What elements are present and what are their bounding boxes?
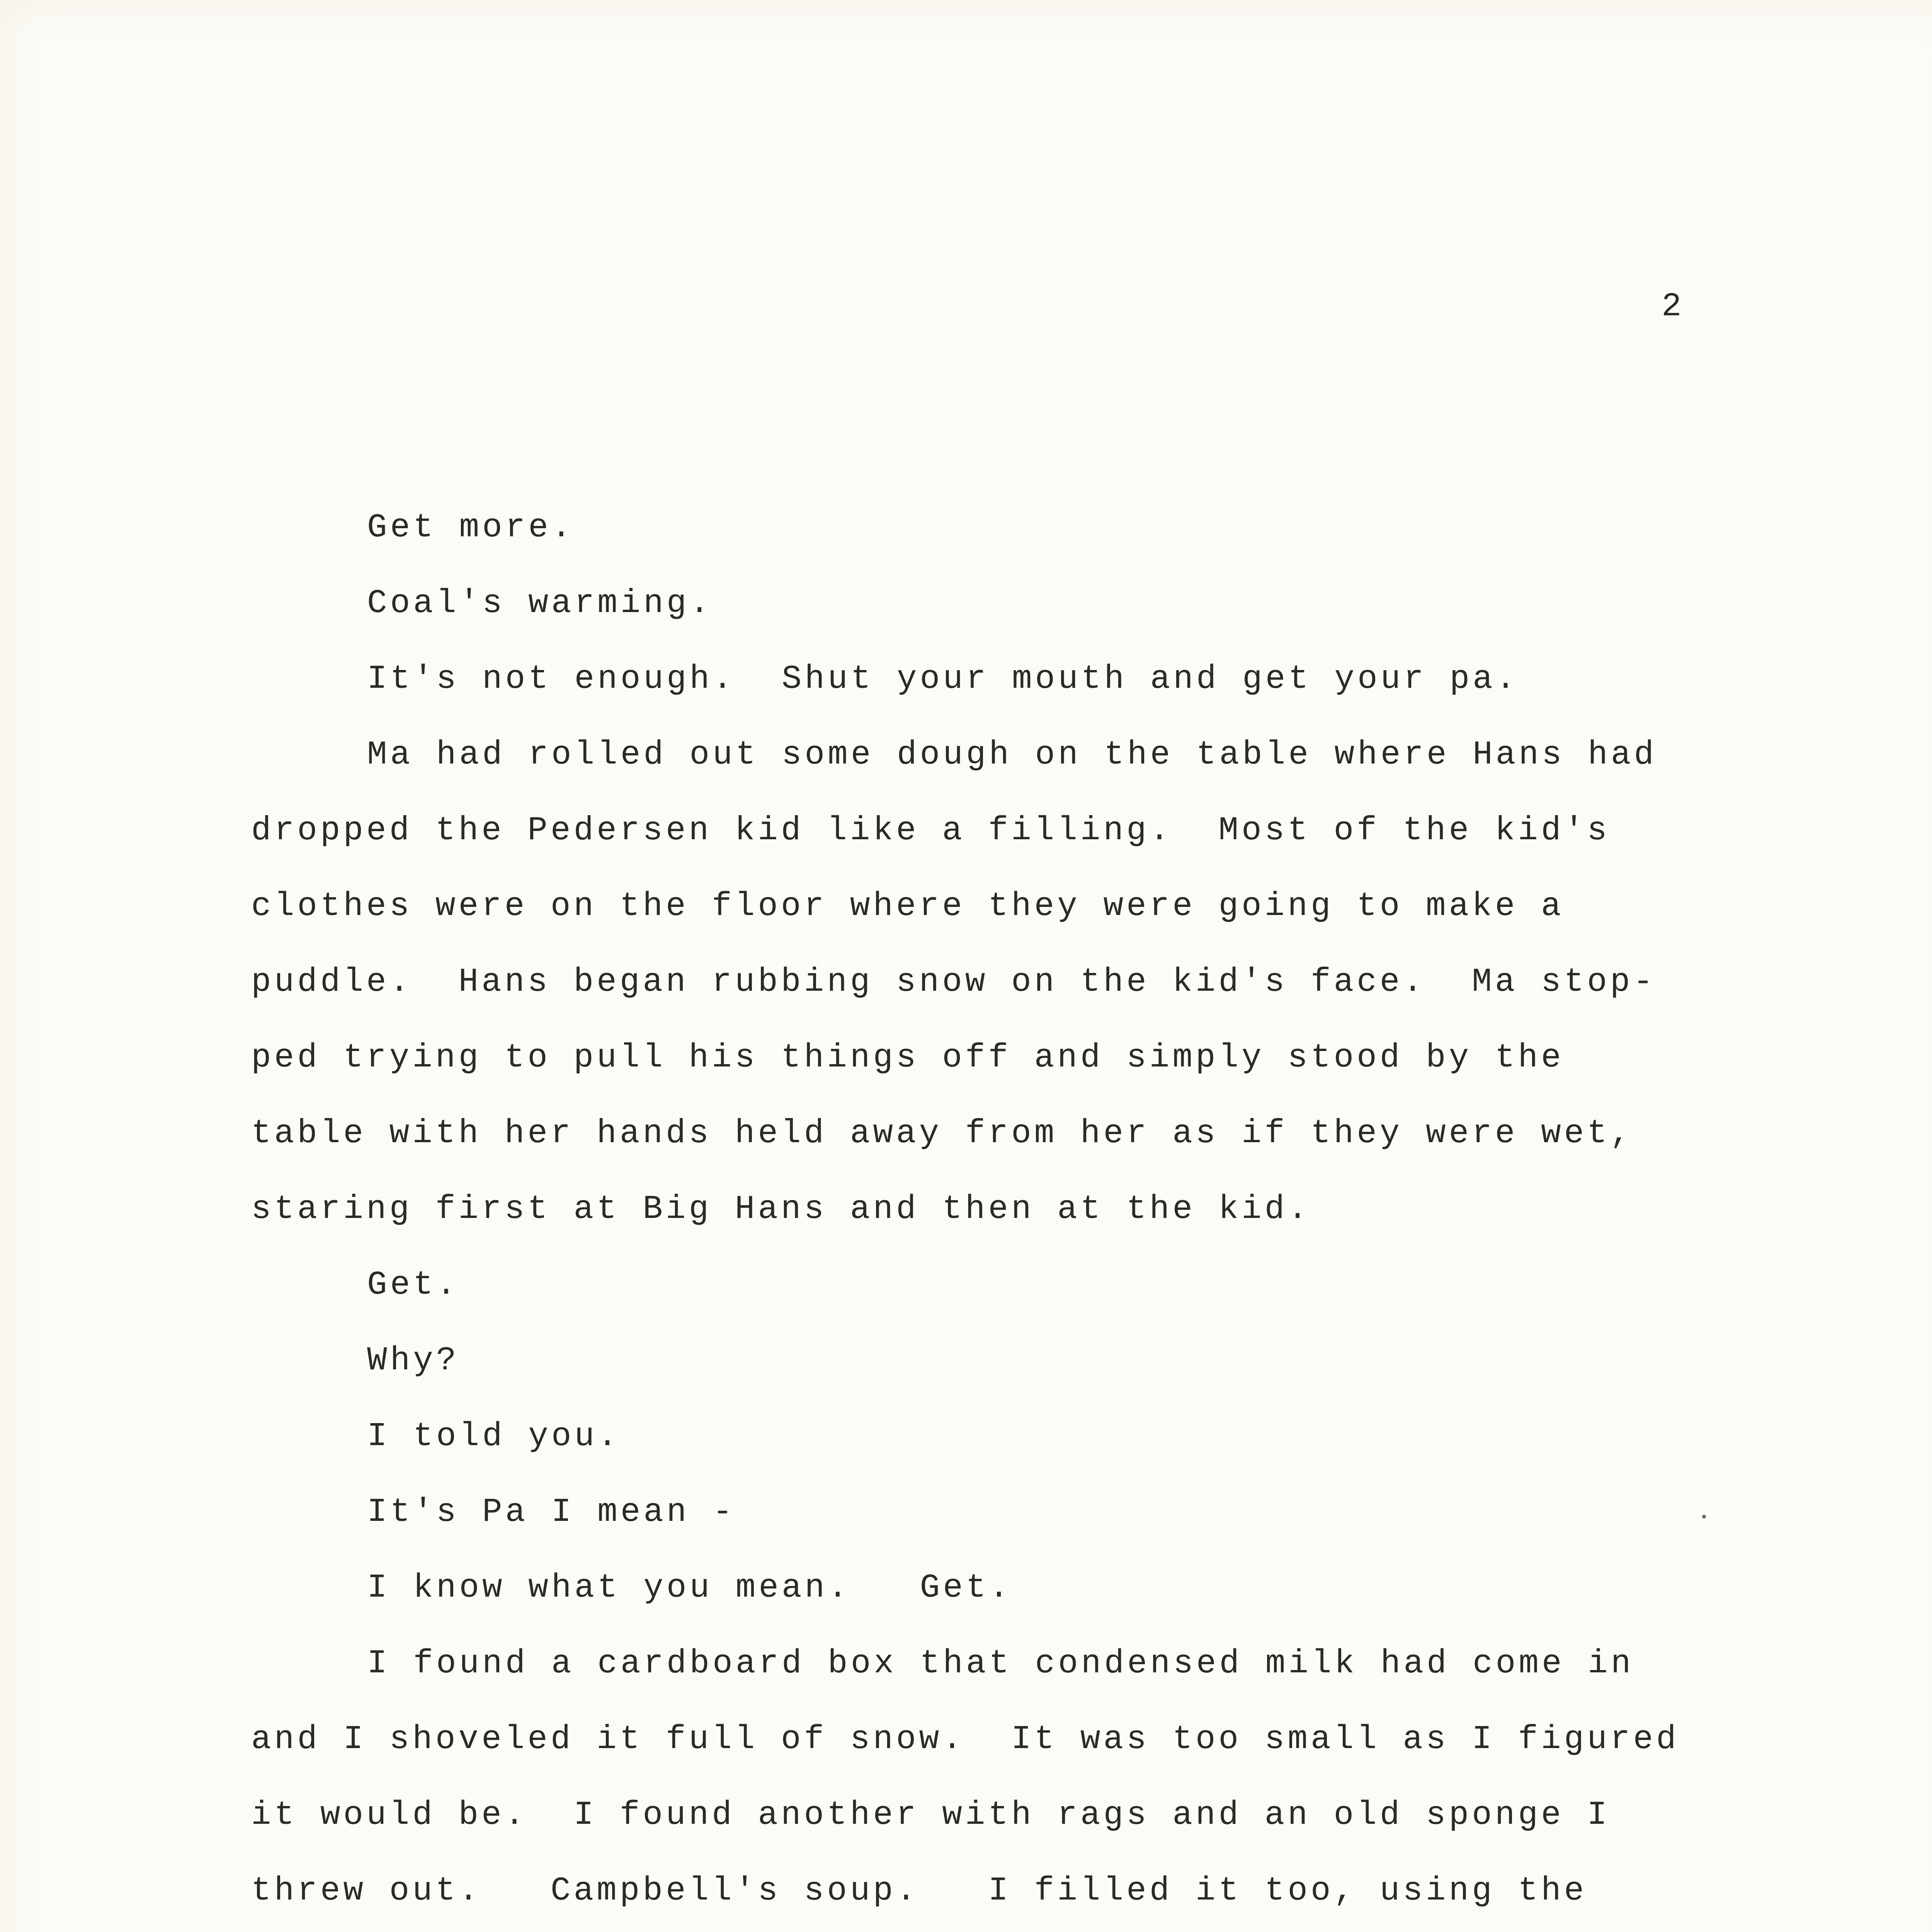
text-line: I found a cardboard box that condensed milk had come in <box>367 1645 1634 1682</box>
text-line: Get more. <box>367 509 575 546</box>
text-line: Ma had rolled out some dough on the table where Hans had <box>367 736 1657 774</box>
text-line: puddle. Hans began rubbing snow on the kid's face. Ma stop- <box>251 963 1656 1001</box>
text-line: Why? <box>367 1342 459 1379</box>
text-line: Coal's warming. <box>367 584 713 622</box>
text-line: staring first at Big Hans and then at the kid. <box>251 1190 1311 1228</box>
text-line: threw out. Campbell's soup. I filled it too, using the <box>251 1872 1587 1910</box>
text-line: I know what you mean. Get. <box>367 1569 1012 1607</box>
text-line: ped trying to pull his things off and simply stood by the <box>251 1039 1564 1077</box>
text-line: It's Pa I mean - <box>367 1493 736 1531</box>
text-line: and I shoveled it full of snow. It was too small as I figured <box>251 1720 1679 1758</box>
text-line: dropped the Pedersen kid like a filling. Most of the kid's <box>251 811 1610 849</box>
text-line: It's not enough. Shut your mouth and get your pa. <box>367 660 1519 698</box>
text-line: clothes were on the floor where they were going to make a <box>251 887 1564 925</box>
text-line: table with her hands held away from her as if they were wet, <box>251 1114 1633 1152</box>
text-line: it would be. I found another with rags and an old sponge I <box>251 1796 1610 1834</box>
text-line: Get. <box>367 1266 459 1304</box>
paper-speck <box>1702 1515 1706 1519</box>
page-number: 2 <box>1662 287 1685 325</box>
text-line: I told you. <box>367 1417 621 1455</box>
